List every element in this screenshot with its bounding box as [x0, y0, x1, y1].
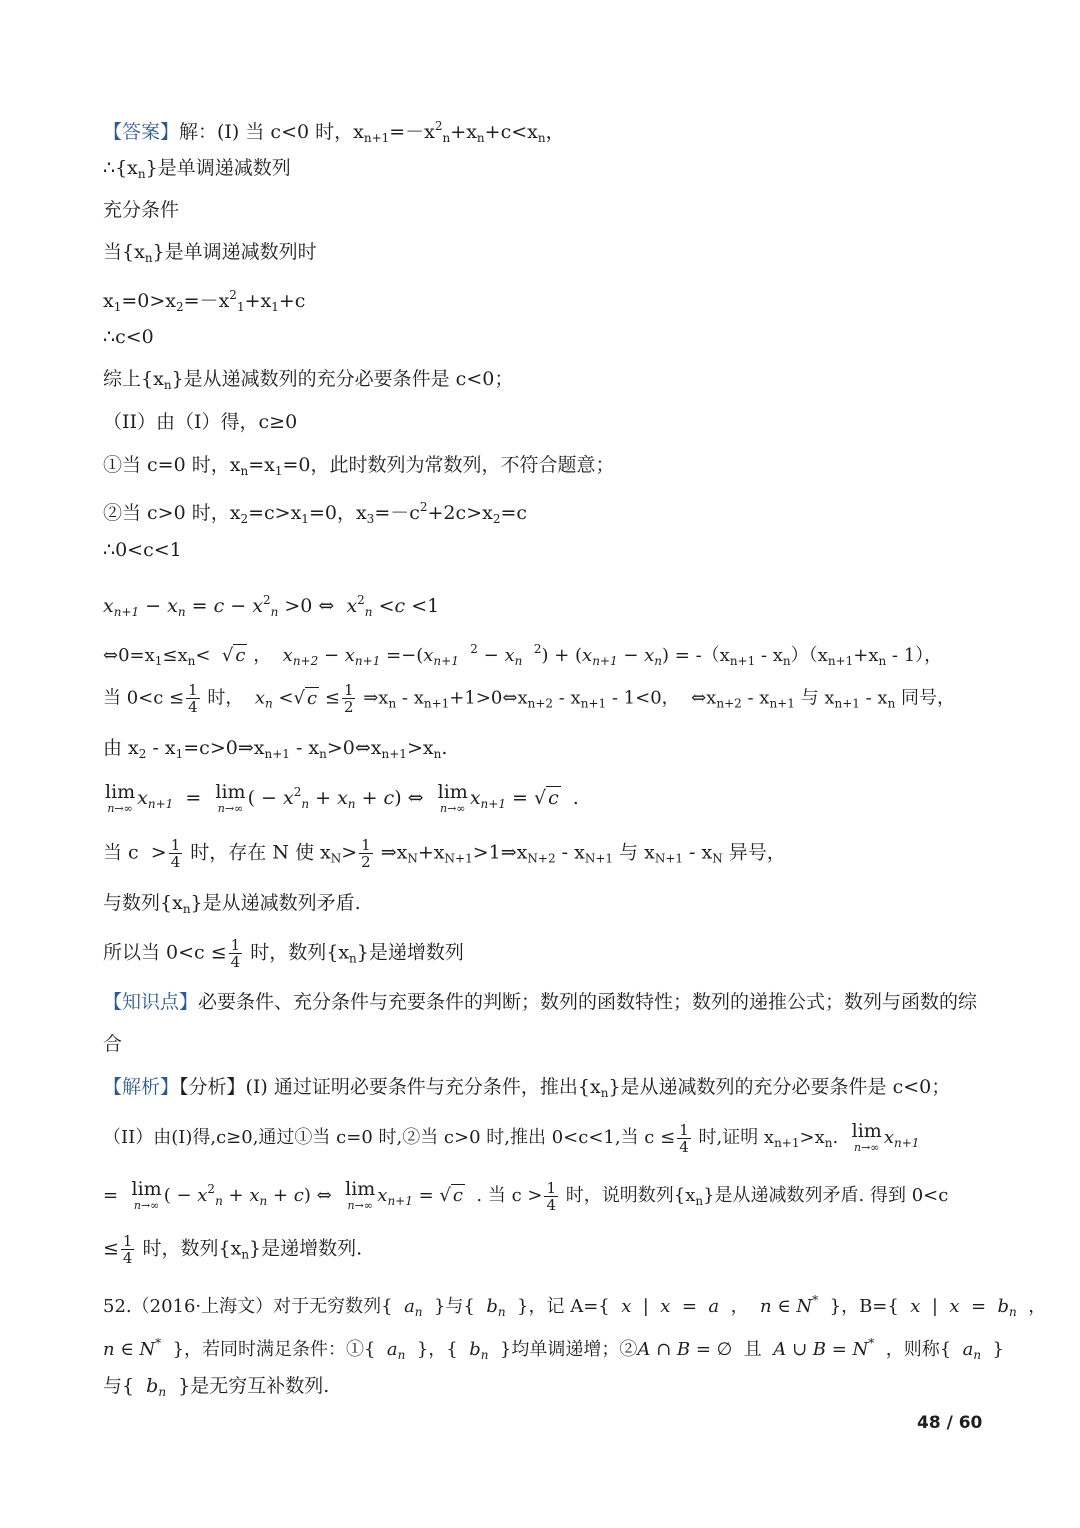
math-line: 当 c > $\frac{1}{4}$ 时，存在 N 使 $x_N>$ $\frac{1}{2}$ $\Rightarrow x_N+x_{N+1}>1\Rightarrow x_{N+2} - x_{N+1}$ 与 $x_{N+1} - x_N$ 异号，	[103, 836, 786, 871]
analysis-line: 【解析】【分析】(I) 通过证明必要条件与充分条件，推出$\{x_n\}$是从递减数列的充分必要条件是 c<0；	[103, 1076, 951, 1100]
text-line: $\therefore\{x_n\}$是单调递减数列	[103, 157, 291, 181]
knowledge-tag: 【知识点】	[103, 991, 199, 1013]
text-line: 与数列$\{x_n\}$是从递减数列矛盾.	[103, 892, 361, 916]
text-line: ∴c<0	[103, 326, 154, 348]
question-52-line: n ∈ N* }，若同时满足条件：①{ $a_n$ }，{ $b_n$ }均单调递增；②A ∩ B = ∅ 且 A ∪ B = N* ，则称{ $a_n$ }	[103, 1336, 1004, 1362]
question-52-line: 52.（2016·上海文）对于无穷数列{ $a_n$ }与{ $b_n$ }，记 A={ x | x = a ， n ∈ N* }，B={ x | $x = b_n$ ，	[103, 1293, 1047, 1319]
text-line: 综上$\{x_n\}$是从递减数列的充分必要条件是 c<0；	[103, 368, 514, 392]
text-line: ①当 c=0 时，$x_n=x_1=0$，此时数列为常数列，不符合题意；	[103, 454, 615, 478]
analysis-line: ≤ $\frac{1}{4}$ 时，数列$\{x_n\}$是递增数列.	[103, 1232, 363, 1267]
math-line: $x_{n+1} - x_n = c - x^2_n >0$ ⇔ $x^2_n <c <1$	[103, 593, 440, 619]
math-line: $\Leftrightarrow 0=x_1\le x_n<$ √ c ， $x_{n+2} - x_{n+1} =-(x_{n+1}$ $^2 - x_n$ $^2) + (x_{n+1} - x_n) = -(x_{n+1} - x_n)(x_{n+1}+x_n - 1)$，	[103, 642, 943, 668]
text-line: $x_1=0>x_2=-x^2_1+x_1+c$	[103, 288, 306, 314]
text-line: 充分条件	[103, 199, 180, 221]
question-52-line: 与{ $b_n$ }是无穷互补数列.	[103, 1375, 330, 1399]
page-number: 48 / 60	[917, 1413, 983, 1433]
math-line: lim n→∞ $x_{n+1}$ = lim n→∞ ( − $x^2_n + x_n + c$) ⇔ lim n→∞ $x_{n+1}$ = √ c .	[105, 781, 579, 815]
knowledge-line	[103, 989, 983, 1015]
analysis-line: （II）由(I)得,c≥0,通过①当 c=0 时,②当 c>0 时,推出 0<c<1,当 c ≤ $\frac{1}{4}$ 时,证明 $x_{n+1}>x_n$. lim n→∞ $x_{n+1}$	[103, 1120, 920, 1156]
text-line: 由 $x_2$ - $x_1=c>0\Rightarrow x_{n+1}$ - $x_n>0\Leftrightarrow x_{n+1}>x_n$.	[103, 737, 448, 761]
text-line: （II）由（I）得，c≥0	[103, 411, 298, 433]
answer-tag: 【答案】	[103, 121, 180, 143]
math-line: 所以当 0<c ≤ $\frac{1}{4}$ 时，数列$\{x_n\}$是递增数列	[103, 936, 464, 971]
analysis-line: = lim n→∞ ( − $x^2_n + x_n + c$) ⇔ lim n→∞ $x_{n+1}$ = √ c . 当 c > $\frac{1}{4}$ 时，说明数列$\{x_n\}$是从递减数列矛盾. 得到 0<c	[103, 1178, 949, 1214]
answer-intro: 解：(I) 当 c<0 时，x	[179, 121, 364, 143]
text-line: ②当 c>0 时，$x_2=c>x_1=0$，$x_3=-c^2+2c>x_2=c$	[103, 500, 528, 526]
text-line: ∴0<c<1	[103, 539, 182, 561]
text-line: 当$\{x_n\}$是单调递减数列时	[103, 241, 317, 265]
knowledge-text: 必要条件、充分条件与充要条件的判断；数列的函数特性；数列的递推公式；数列与函数的综	[198, 991, 978, 1013]
text-line: 合	[103, 1033, 123, 1055]
answer-line: 【答案】解：(I) 当 c<0 时，$x_{n+1}=-x^2_n+x_n+c<x_n$，	[103, 119, 565, 145]
math-line: 当 0<c ≤ $\frac{1}{4}$ 时， $x_n$ <√ c ≤ $\frac{1}{2}$ $\Rightarrow x_n$ - $x_{n+1}+1>0\Leftrightarrow x_{n+2} - x_{n+1} - 1<0$， $\Leftrightarrow x_{n+2} - x_{n+1}$ 与 $x_{n+1} - x_n$ 同号，	[103, 681, 956, 716]
